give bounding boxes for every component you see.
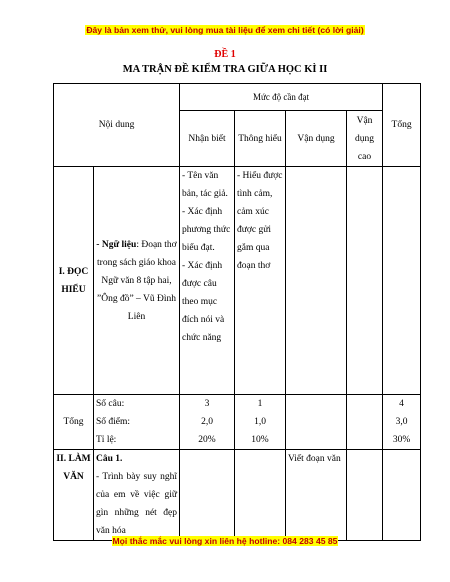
total-apply bbox=[286, 395, 347, 450]
reading-understand: - Hiểu được tình cảm, cảm xúc được gửi gắm qua đoạn thơ bbox=[235, 167, 286, 395]
writing-recognize bbox=[180, 450, 235, 541]
preview-banner: Đây là bản xem thử, vui lòng mua tài liệu để xem chi tiết (có lời giải) bbox=[86, 25, 364, 35]
header-total: Tổng bbox=[383, 84, 421, 167]
writing-label: II. LÀM VĂN bbox=[54, 450, 94, 541]
total-understand: 1 1,0 10% bbox=[235, 395, 286, 450]
reading-label: I. ĐỌC HIỂU bbox=[54, 167, 94, 395]
total-apply-high bbox=[347, 395, 383, 450]
writing-understand bbox=[235, 450, 286, 541]
header-level: Mức độ cần đạt bbox=[180, 84, 383, 111]
reading-recognize: - Tên văn bản, tác giả. - Xác định phương thức biểu đạt. - Xác định được câu theo mục đích nói và chức năng bbox=[180, 167, 235, 395]
writing-apply-high bbox=[347, 450, 383, 541]
header-recognize: Nhận biết bbox=[180, 111, 235, 167]
reading-material bbox=[94, 167, 180, 395]
material-text: : Đoạn thơ trong sách giáo khoa Ngữ văn 8 tập hai, ”Ông đồ” – Vũ Đình Liên bbox=[97, 239, 177, 322]
header-content: Nội dung bbox=[54, 84, 180, 167]
hotline-banner: Mọi thắc mắc vui lòng xin liên hệ hotline: 084 283 45 85 bbox=[112, 536, 338, 546]
material-label: - Ngữ liệu bbox=[96, 239, 137, 250]
reading-total bbox=[383, 167, 421, 395]
header-apply: Vận dụng bbox=[286, 111, 347, 167]
question-text: - Trình bày suy nghĩ của em về việc giữ gìn những nét đẹp văn hóa bbox=[96, 472, 177, 536]
total-sum: 4 3,0 30% bbox=[383, 395, 421, 450]
total-recognize: 3 2,0 20% bbox=[180, 395, 235, 450]
reading-apply-high bbox=[347, 167, 383, 395]
writing-apply: Viết đoạn văn bbox=[286, 450, 347, 541]
header-apply-high: Vận dụng cao bbox=[347, 111, 383, 167]
page-title: MA TRẬN ĐỀ KIỂM TRA GIỮA HỌC KÌ II bbox=[122, 64, 328, 75]
writing-question bbox=[94, 450, 180, 541]
reading-apply bbox=[286, 167, 347, 395]
section-label: ĐỀ 1 bbox=[214, 49, 236, 60]
total-metrics: Số câu: Số điểm: Tỉ lệ: bbox=[94, 395, 180, 450]
header-understand: Thông hiểu bbox=[235, 111, 286, 167]
total-label: Tổng bbox=[54, 395, 94, 450]
question-label: Câu 1. bbox=[96, 454, 123, 464]
writing-total bbox=[383, 450, 421, 541]
matrix-table bbox=[53, 83, 421, 541]
